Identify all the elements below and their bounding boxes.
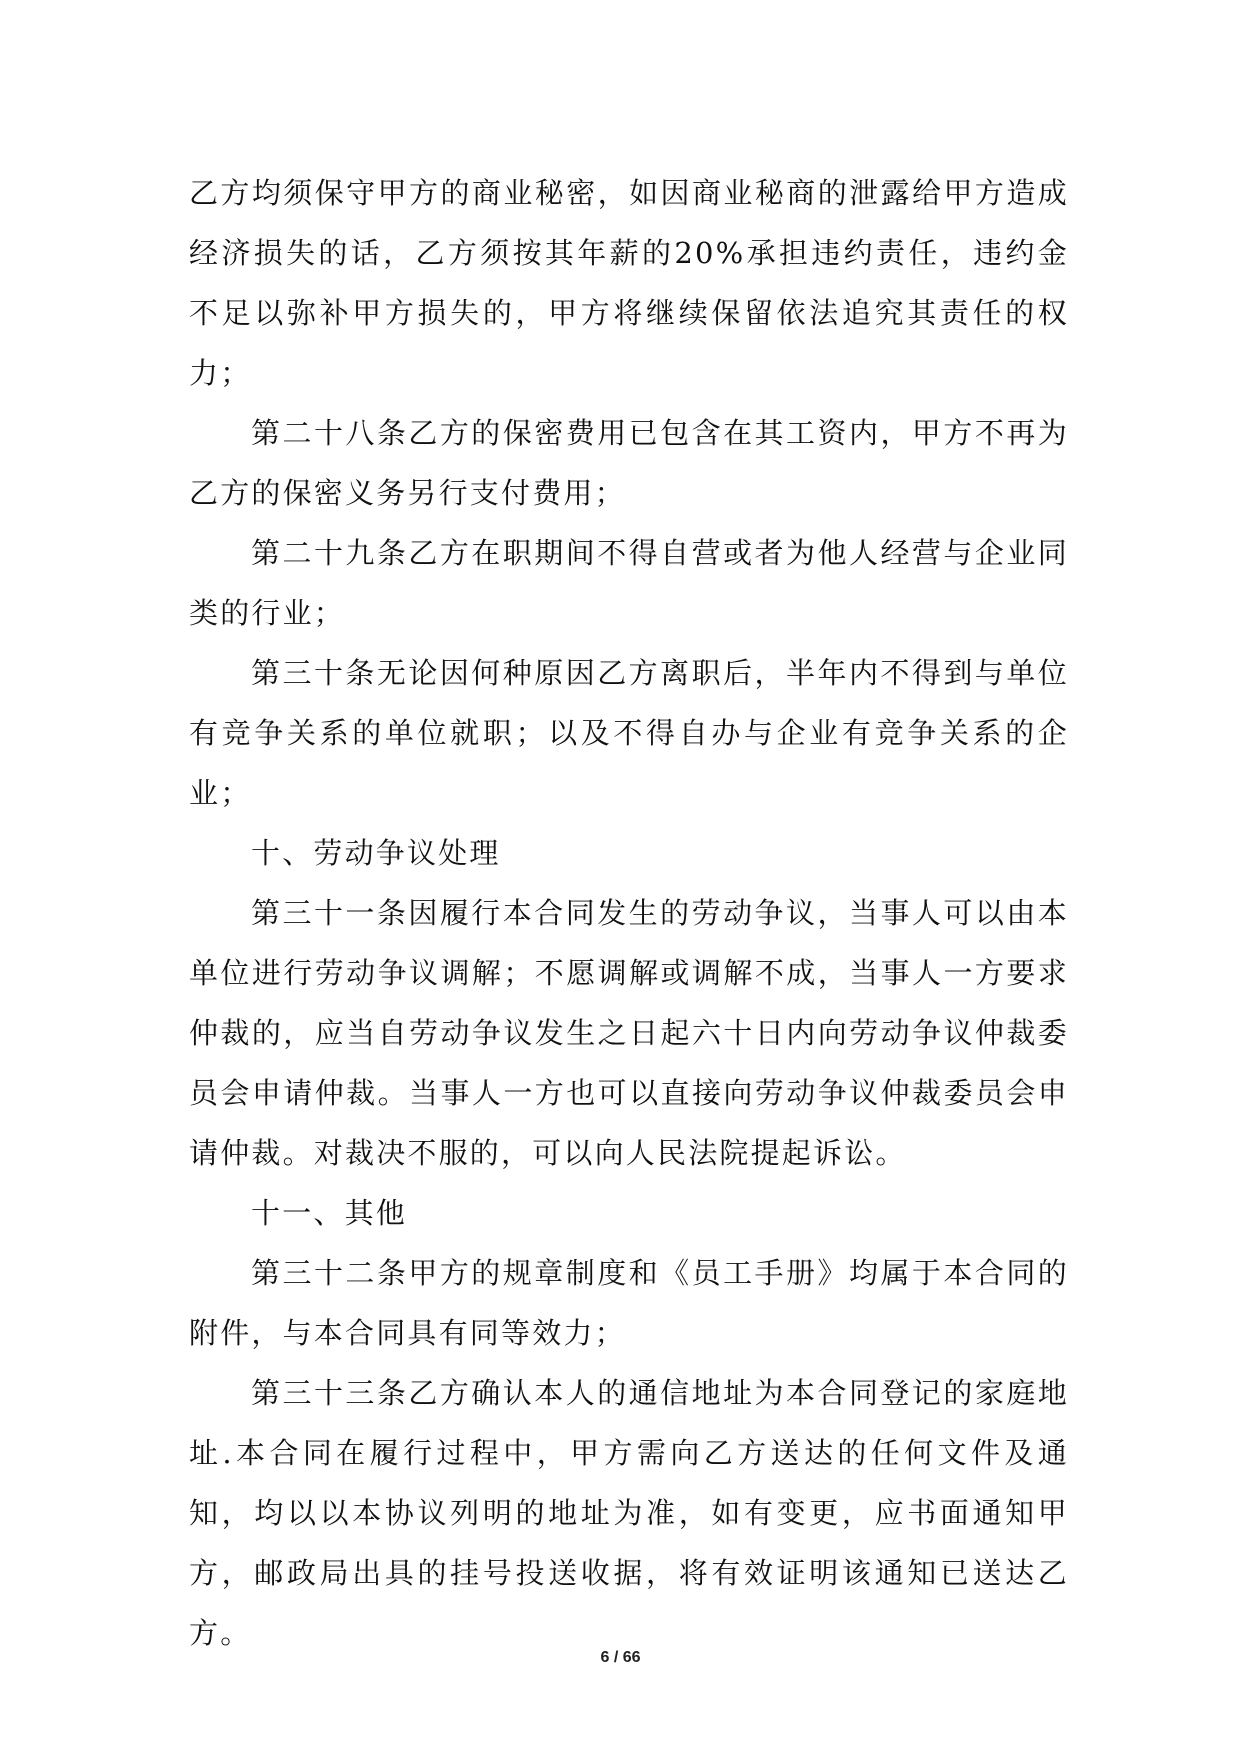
paragraph-6: 第三十一条因履行本合同发生的劳动争议，当事人可以由本单位进行劳动争议调解；不愿调解或调解不成，当事人一方要求仲裁的，应当自劳动争议发生之日起六十日内向劳动争议仲裁委员会申请仲裁。当事人一方也可以直接向劳动争议仲裁委员会申请仲裁。对裁决不服的，可以向人民法院提起诉讼。 [189,896,1069,1170]
document-body [189,163,1069,1663]
page-number: 6 / 66 [600,1649,641,1666]
paragraph-8: 第三十二条甲方的规章制度和《员工手册》均属于本合同的附件，与本合同具有同等效力； [189,1256,1069,1350]
paragraph-4: 第三十条无论因何种原因乙方离职后，半年内不得到与单位有竞争关系的单位就职；以及不得自办与企业有竞争关系的企业； [189,656,1069,810]
paragraph-2: 第二十八条乙方的保密费用已包含在其工资内，甲方不再为乙方的保密义务另行支付费用； [189,416,1069,510]
section-heading-labor-dispute: 十、劳动争议处理 [251,836,501,870]
section-heading-other: 十一、其他 [251,1196,408,1230]
paragraph-9: 第三十三条乙方确认本人的通信地址为本合同登记的家庭地址.本合同在履行过程中，甲方需向乙方送达的任何文件及通知，均以以本协议列明的地址为准，如有变更，应书面通知甲方，邮政局出具的挂号投送收据，将有效证明该通知已送达乙方。 [189,1376,1069,1650]
paragraph-1: 乙方均须保守甲方的商业秘密，如因商业秘商的泄露给甲方造成经济损失的话，乙方须按其年薪的20%承担违约责任，违约金不足以弥补甲方损失的，甲方将继续保留依法追究其责任的权力； [189,176,1069,390]
paragraph-3: 第二十九条乙方在职期间不得自营或者为他人经营与企业同类的行业； [189,536,1069,630]
